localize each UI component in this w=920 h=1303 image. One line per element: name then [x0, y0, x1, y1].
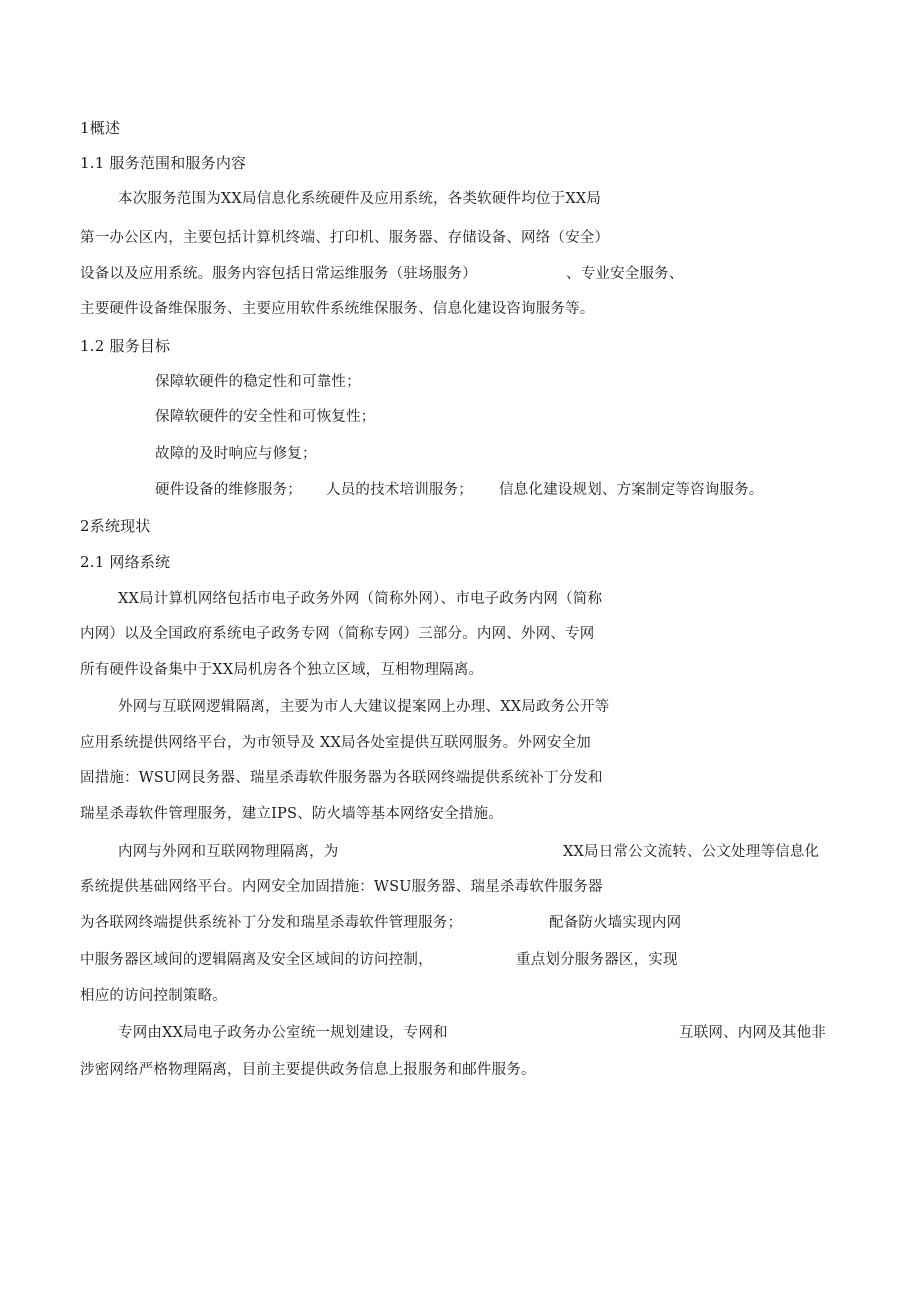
paragraph-line: 为各联网终端提供系统补丁分发和瑞星杀毒软件管理服务；: [80, 915, 463, 931]
paragraph-line: 第一办公区内，主要包括计算机终端、打印机、服务器、存储设备、网络（安全）: [80, 230, 610, 246]
list-item: 保障软硬件的稳定性和可靠性；: [155, 374, 361, 390]
section-1-2-heading: 1.2 服务目标: [80, 337, 171, 355]
paragraph-line: 本次服务范围为XX局信息化系统硬件及应用系统，各类软硬件均位于XX局: [118, 191, 602, 207]
list-item: 人员的技术培训服务；: [326, 482, 473, 498]
paragraph-line: XX局计算机网络包括市电子政务外网（简称外网）、市电子政务内网（简称: [118, 591, 603, 607]
section-1-heading: 1概述: [80, 119, 121, 137]
paragraph-line: 相应的访问控制策略。: [80, 988, 227, 1004]
list-item: 故障的及时响应与修复；: [155, 446, 317, 462]
paragraph-line: 、专业安全服务、: [566, 266, 684, 282]
paragraph-line: 中服务器区域间的逻辑隔离及安全区域间的访问控制，: [80, 952, 433, 968]
section-2-heading: 2系统现状: [80, 517, 151, 535]
paragraph-line: 涉密网络严格物理隔离，目前主要提供政务信息上报服务和邮件服务。: [80, 1062, 536, 1078]
paragraph-line: 配备防火墙实现内网: [549, 915, 682, 931]
paragraph-line: 外网与互联网逻辑隔离，主要为市人大建议提案网上办理、XX局政务公开等: [118, 699, 610, 715]
paragraph-line: 重点划分服务器区，实现: [516, 952, 678, 968]
section-2-1-heading: 2.1 网络系统: [80, 553, 171, 571]
list-item: 保障软硬件的安全性和可恢复性；: [155, 409, 376, 425]
paragraph-line: 固措施：WSU网艮务器、瑞星杀毒软件服务器为各联网终端提供系统补丁分发和: [80, 770, 603, 786]
paragraph-line: 专网由XX局电子政务办公室统一规划建设，专网和: [118, 1025, 448, 1041]
paragraph-line: 瑞星杀毒软件管理服务，建立IPS、防火墙等基本网络安全措施。: [80, 806, 503, 822]
paragraph-line: 内网）以及全国政府系统电子政务专网（简称专网）三部分。内网、外网、专网: [80, 626, 595, 642]
paragraph-line: XX局日常公文流转、公文处理等信息化: [563, 844, 820, 860]
paragraph-line: 内网与外网和互联网物理隔离，为: [118, 844, 339, 860]
list-item: 信息化建设规划、方案制定等咨询服务。: [499, 482, 764, 498]
list-item: 硬件设备的维修服务；: [155, 482, 302, 498]
paragraph-line: 应用系统提供网络平台，为市领导及 XX局各处室提供互联网服务。外网安全加: [80, 735, 591, 751]
paragraph-line: 所有硬件设备集中于XX局机房各个独立区域，互相物理隔离。: [80, 662, 484, 678]
section-1-1-heading: 1.1 服务范围和服务内容: [80, 154, 247, 172]
paragraph-line: 设备以及应用系统。服务内容包括日常运维服务（驻场服务）: [80, 266, 477, 282]
paragraph-line: 系统提供基础网络平台。内网安全加固措施：WSU服务器、瑞星杀毒软件服务器: [80, 879, 603, 895]
paragraph-line: 互联网、内网及其他非: [679, 1025, 826, 1041]
paragraph-line: 主要硬件设备维保服务、主要应用软件系统维保服务、信息化建设咨询服务等。: [80, 301, 595, 317]
